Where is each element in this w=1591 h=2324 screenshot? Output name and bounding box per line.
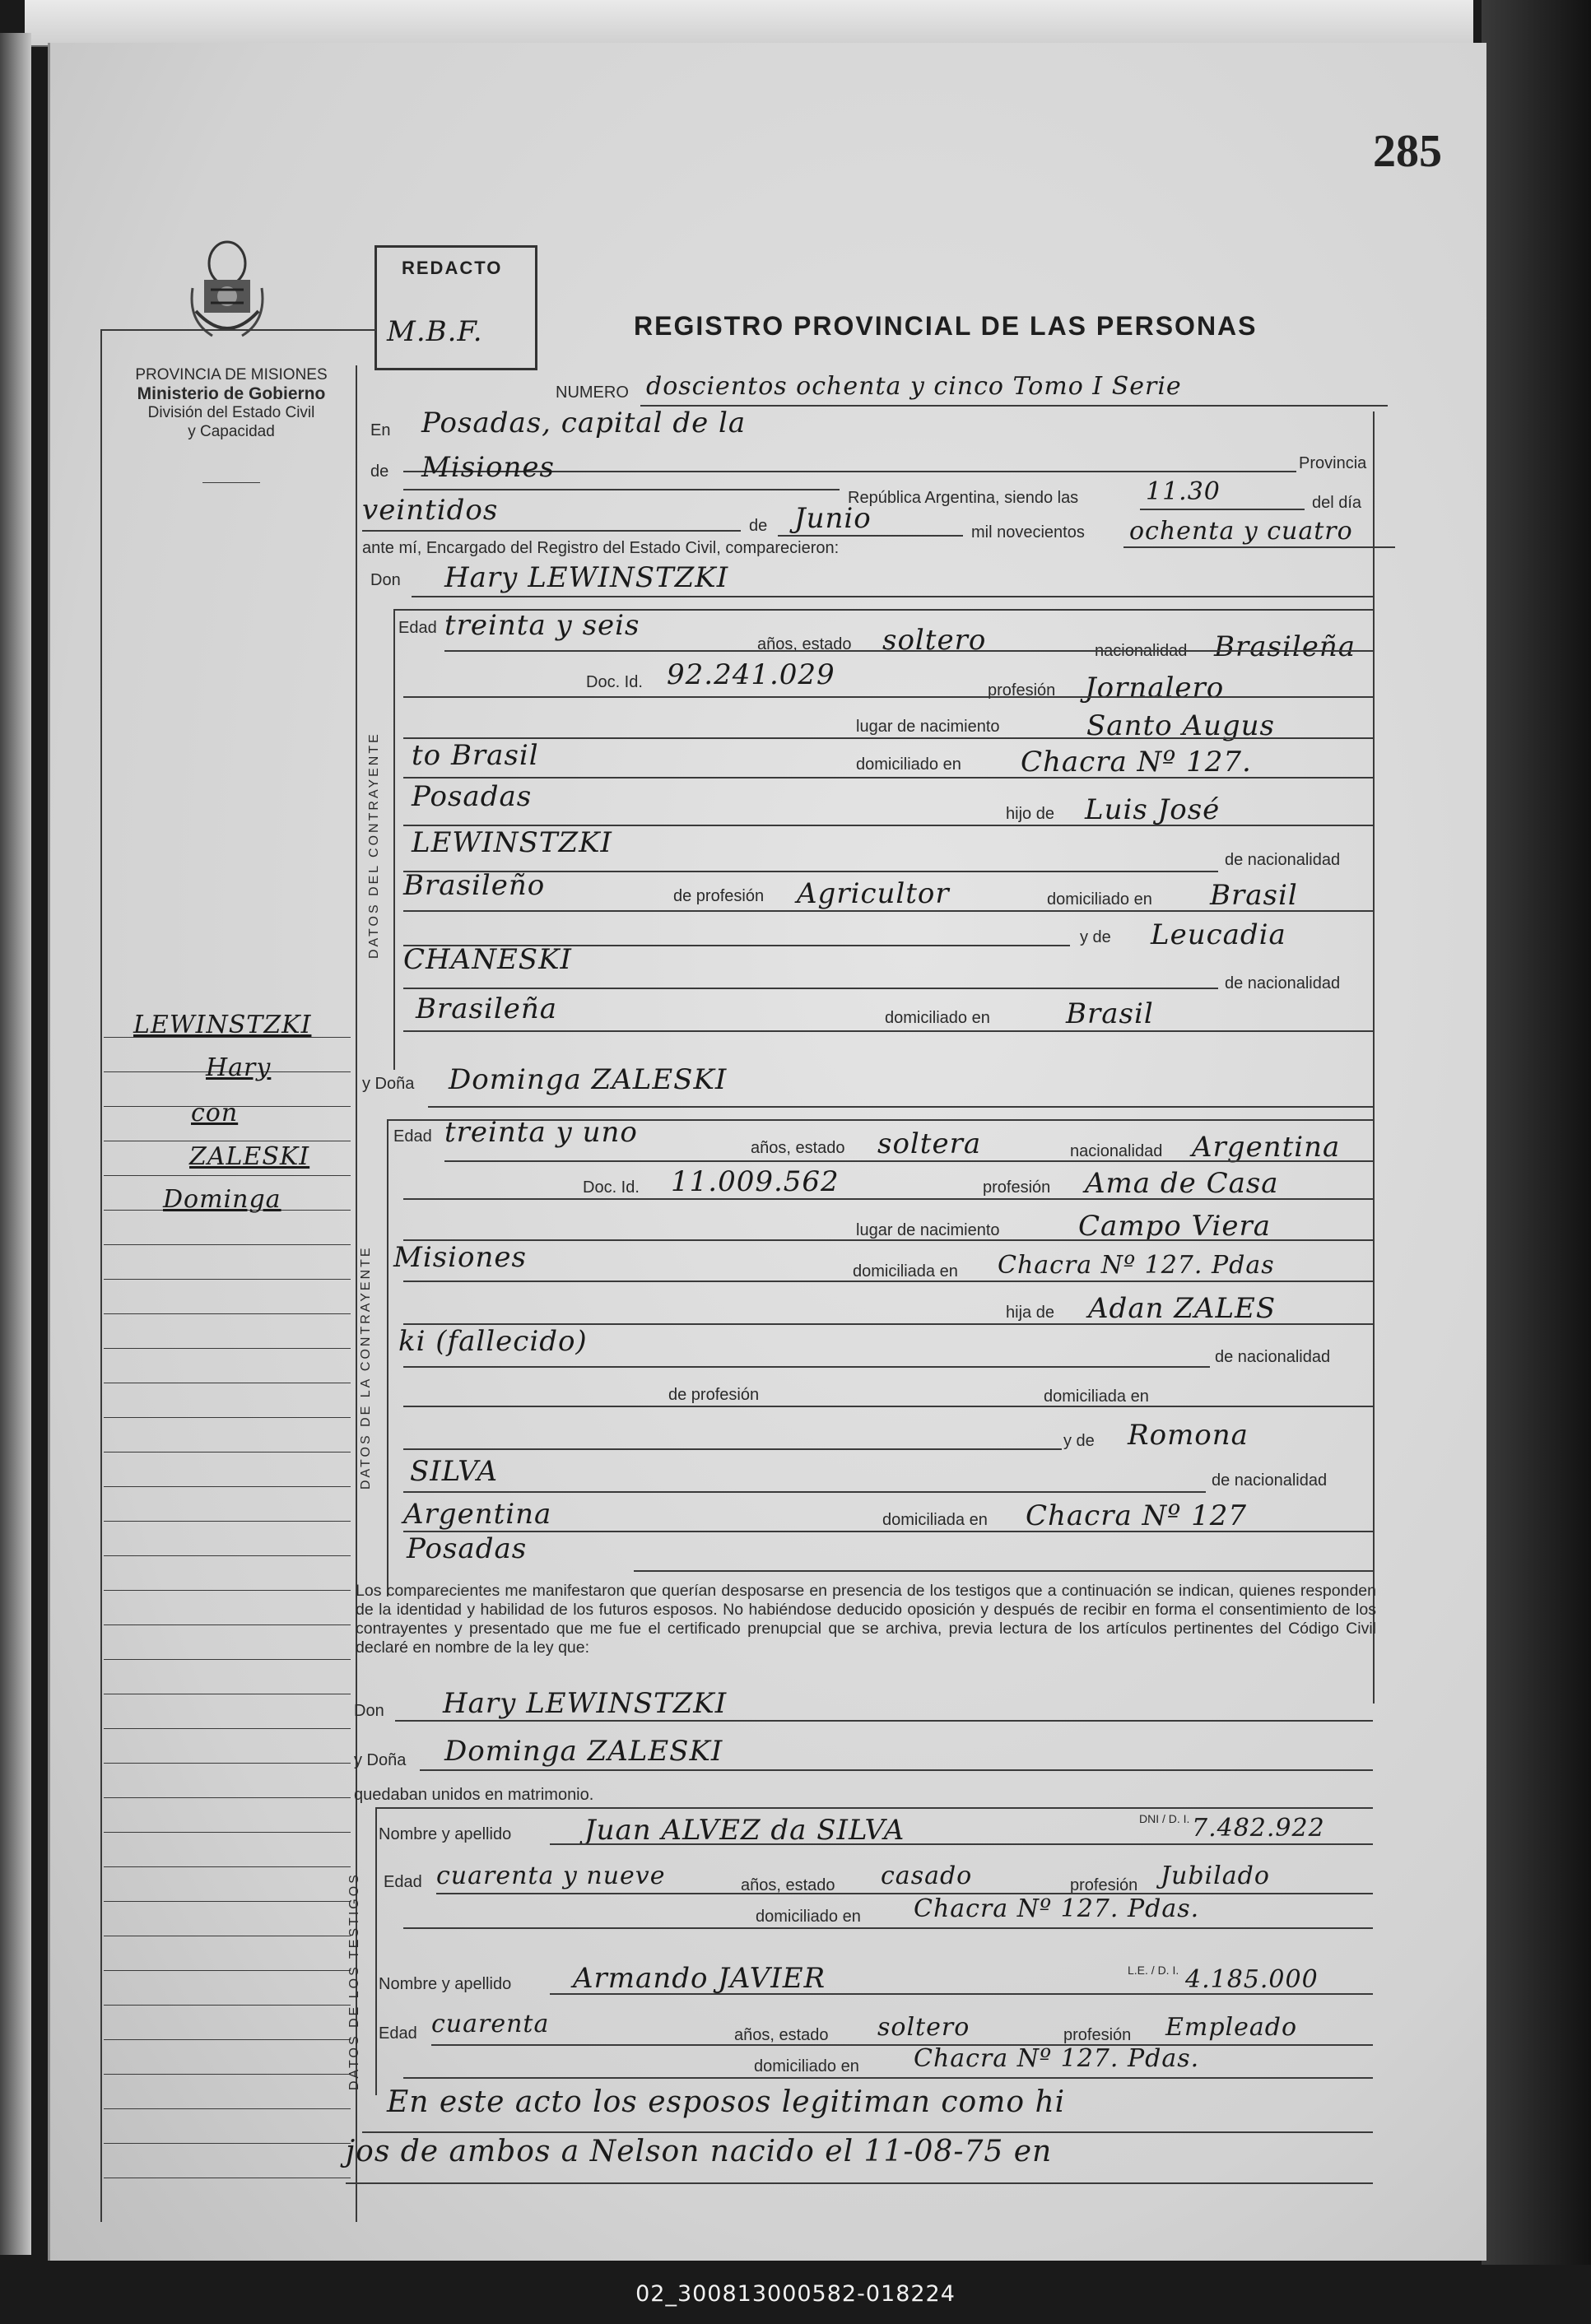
bride-mother-a: Romona	[1128, 1419, 1249, 1452]
book-top-edge	[25, 0, 1473, 47]
margin-ruled-line	[104, 2108, 351, 2109]
bride-section-border	[387, 1119, 388, 1597]
bride-father-prof-label: de profesión	[668, 1386, 760, 1404]
groom-father-prof: Agricultor	[797, 877, 950, 910]
bride-mother-b: SILVA	[410, 1455, 499, 1488]
margin-ruled-line	[104, 2005, 351, 2006]
margin-connector: con	[191, 1099, 239, 1127]
t1-anios-label: años, estado	[741, 1876, 835, 1894]
groom-father-prof-label: de profesión	[673, 887, 765, 905]
del-dia-label: del día	[1312, 494, 1362, 512]
t2-nombre: Armando JAVIER	[573, 1962, 826, 1995]
bride-doc-line	[403, 1198, 1373, 1200]
bride-father-prof-line	[403, 1406, 1373, 1407]
groom-domicilio-b: Posadas	[412, 780, 533, 813]
groom-domicilio-a: Chacra Nº 127.	[1021, 746, 1252, 779]
bride-edad: treinta y uno	[444, 1116, 638, 1149]
groom-hijo-label: hijo de	[1006, 805, 1054, 823]
bride-mother-dom-b: Posadas	[407, 1532, 528, 1565]
bride-doc: 11.009.562	[671, 1165, 840, 1198]
ministry-name: Ministerio de Gobierno	[137, 384, 326, 403]
t1-doc-type: DNI / D. I.	[1139, 1812, 1190, 1825]
t2-doc-type: L.E. / D. I.	[1128, 1964, 1179, 1977]
groom-lugar-label: lugar de nacimiento	[856, 718, 1000, 736]
groom-name-line	[412, 596, 1373, 597]
bride-dom-label: domiciliada en	[853, 1262, 958, 1281]
ministry-underline	[202, 482, 260, 483]
bride-edad-label: Edad	[393, 1127, 432, 1146]
groom-nacionalidad: Brasileña	[1214, 630, 1356, 663]
bride-profesion: Ama de Casa	[1085, 1167, 1279, 1200]
annotation-line-2-rule	[346, 2182, 1373, 2184]
margin-ruled-line	[104, 1313, 351, 1314]
numero-label: NUMERO	[556, 383, 629, 402]
bride-father-nac-label: de nacionalidad	[1215, 1348, 1331, 1366]
t2-anios-label: años, estado	[734, 2026, 829, 2044]
bride-anios-label: años, estado	[751, 1139, 845, 1157]
bride-father-line	[403, 1366, 1210, 1368]
groom-doc: 92.241.029	[667, 658, 835, 691]
declaration-text: Los comparecientes me manifestaron que querían desposarse en presencia de los testigos que a continuación se indican, quienes responden de la identidad y habilidad de los futuros esposos. No habiéndose deducido oposición y después de recibir en forma el consentimiento de los contrayentes y presentado que me fue el certificado prenupcial que se archiva, previa lectura de los artículos pertinentes del Código Civil declaré en nombre de la ley que:	[356, 1582, 1376, 1657]
margin-ruled-line	[104, 1348, 351, 1349]
don-label: Don	[370, 571, 401, 589]
bride-lugar-b: Misiones	[393, 1241, 527, 1274]
decl-quedaban: quedaban unidos en matrimonio.	[354, 1786, 594, 1804]
bride-edad-line	[444, 1160, 1373, 1162]
bride-dom-line	[403, 1281, 1373, 1282]
frame-top-left	[100, 329, 376, 331]
t1-dom-label: domiciliado en	[756, 1908, 861, 1926]
groom-mother-nac-label: de nacionalidad	[1225, 974, 1341, 992]
t1-prof-label: profesión	[1070, 1876, 1138, 1894]
annotation-line-1: En este acto los esposos legitiman como hi	[387, 2085, 1066, 2119]
t1-doc: 7.482.922	[1192, 1814, 1325, 1843]
t1-estado: casado	[881, 1862, 973, 1890]
redacto-box	[374, 245, 537, 370]
t2-prof-label: profesión	[1063, 2026, 1132, 2044]
left-column-border	[100, 329, 102, 2222]
bride-mother-nac: Argentina	[403, 1498, 552, 1531]
groom-father-prof-line	[403, 910, 1373, 912]
decl-don-value: Hary LEWINSTZKI	[443, 1687, 728, 1720]
hora-line	[1140, 509, 1305, 510]
groom-name: Hary LEWINSTZKI	[444, 561, 729, 594]
margin-ruled-line	[104, 1417, 351, 1418]
margin-ruled-line	[104, 2143, 351, 2144]
groom-profesion: Jornalero	[1085, 672, 1225, 704]
groom-lugar-b: to Brasil	[412, 739, 539, 772]
margin-ruled-line	[104, 1279, 351, 1280]
redacto-initials: M.B.F.	[387, 315, 483, 348]
groom-father-nac-label: de nacionalidad	[1225, 851, 1341, 869]
groom-nac-label: nacionalidad	[1095, 642, 1188, 660]
groom-mother-a: Leucadia	[1151, 918, 1286, 951]
t2-nombre-line	[550, 1993, 1373, 1995]
groom-mother-dom-line	[403, 1030, 1373, 1032]
t1-domicilio: Chacra Nº 127. Pdas.	[914, 1894, 1200, 1923]
margin-ruled-line	[104, 2039, 351, 2040]
anio-value: ochenta y cuatro	[1129, 517, 1353, 546]
t2-edad-line	[431, 2044, 1373, 2046]
margin-ruled-line	[104, 1555, 351, 1556]
bride-mother-dom-label: domiciliada en	[882, 1511, 988, 1529]
hora-value: 11.30	[1146, 477, 1221, 506]
bride-mother-dom-a: Chacra Nº 127	[1026, 1499, 1247, 1532]
bride-father-a: Adan ZALES	[1088, 1292, 1277, 1325]
t2-nombre-label: Nombre y apellido	[379, 1975, 512, 1993]
margin-ruled-line	[104, 1486, 351, 1487]
t1-profesion: Jubilado	[1161, 1862, 1270, 1890]
bride-nacionalidad: Argentina	[1192, 1131, 1341, 1164]
ministry-division: División del Estado Civil	[147, 404, 315, 421]
dia-line	[362, 530, 741, 532]
groom-dom-line	[403, 777, 1373, 779]
groom-father-a: Luis José	[1085, 793, 1221, 826]
t2-edad-label: Edad	[379, 2024, 417, 2043]
margin-name-bride: Dominga	[163, 1185, 281, 1214]
de-line	[403, 489, 840, 490]
testigos-section-border	[375, 1807, 377, 2095]
numero-line	[640, 405, 1388, 407]
groom-father-dom-label: domiciliado en	[1047, 890, 1152, 909]
groom-anios-label: años, estado	[757, 635, 852, 653]
groom-edad-line	[444, 650, 1373, 652]
testigos-section-top	[375, 1807, 1373, 1809]
margin-ruled-line	[104, 1763, 351, 1764]
groom-edad: treinta y seis	[444, 609, 640, 642]
t1-nombre-line	[550, 1843, 1373, 1845]
ante-label: ante mí, Encargado del Registro del Estado Civil, comparecieron:	[362, 539, 840, 557]
bride-domicilio: Chacra Nº 127. Pdas	[998, 1251, 1275, 1280]
page-binding-edge	[0, 33, 31, 2255]
ministry-province: PROVINCIA DE MISIONES	[135, 366, 328, 383]
decl-dona-line	[420, 1769, 1373, 1771]
groom-section-border	[393, 609, 395, 1070]
en-value: Posadas, capital de la	[421, 407, 747, 439]
groom-dom-label: domiciliado en	[856, 755, 961, 774]
decl-don-line	[395, 1720, 1373, 1722]
margin-ruled-line	[104, 1797, 351, 1798]
de-label: de	[370, 462, 389, 481]
bride-y-de-label: y de	[1063, 1432, 1095, 1450]
dona-label: y Doña	[362, 1075, 415, 1093]
dia-value: veintidos	[362, 494, 499, 527]
margin-ruled-line	[104, 1832, 351, 1833]
testigos-section-label: DATOS DE LOS TESTIGOS	[347, 1872, 361, 2090]
document-title: REGISTRO PROVINCIAL DE LAS PERSONAS	[634, 311, 1258, 341]
groom-section-label: DATOS DEL CONTRAYENTE	[367, 732, 381, 959]
margin-ruled-line	[104, 1590, 351, 1591]
bride-lugar-label: lugar de nacimiento	[856, 1221, 1000, 1239]
groom-mother-b: CHANESKI	[403, 943, 572, 976]
page-number: 285	[1373, 126, 1442, 177]
margin-ruled-line	[104, 1244, 351, 1245]
margin-surname-bride: ZALESKI	[189, 1142, 310, 1171]
mes-value: Junio	[794, 502, 872, 535]
margin-ruled-line	[104, 2074, 351, 2075]
t2-edad: cuarenta	[431, 2010, 550, 2038]
de2-label: de	[749, 517, 768, 535]
groom-mother-dom: Brasil	[1066, 997, 1154, 1030]
bride-prof-label: profesión	[983, 1178, 1051, 1197]
t1-nombre-label: Nombre y apellido	[379, 1825, 512, 1843]
bride-doc-label: Doc. Id.	[583, 1178, 640, 1197]
bride-estado: soltera	[877, 1127, 982, 1160]
provincia-label: Provincia	[1299, 454, 1367, 472]
bride-name-line	[428, 1106, 1373, 1108]
groom-prof-label: profesión	[988, 681, 1056, 700]
t1-edad: cuarenta y nueve	[436, 1862, 666, 1890]
groom-y-de-label: y de	[1080, 928, 1111, 946]
mil-label: mil novecientos	[971, 523, 1085, 541]
redacto-label: REDACTO	[402, 258, 503, 278]
bride-section-label: DATOS DE LA CONTRAYENTE	[359, 1245, 373, 1490]
ministry-capacity: y Capacidad	[188, 423, 275, 440]
groom-father-dom: Brasil	[1210, 879, 1298, 912]
t2-domicilio: Chacra Nº 127. Pdas.	[914, 2044, 1200, 2073]
margin-surname-groom: LEWINSTZKI	[133, 1011, 312, 1039]
bride-father-dom-label: domiciliada en	[1044, 1387, 1149, 1406]
t1-edad-line	[436, 1893, 1373, 1894]
bride-mother-line	[403, 1448, 1062, 1450]
margin-ruled-line	[104, 1866, 351, 1867]
decl-don-label: Don	[354, 1702, 384, 1720]
bride-lugar-line	[403, 1239, 1373, 1241]
groom-doc-line	[403, 696, 1373, 698]
t2-profesion: Empleado	[1165, 2013, 1298, 2042]
annotation-line-2: jos de ambos a Nelson nacido el 11-08-75 en	[346, 2135, 1053, 2168]
groom-father-nac: Brasileño	[403, 869, 546, 902]
book-cover-edge	[1482, 0, 1591, 2324]
margin-name-groom: Hary	[206, 1053, 272, 1082]
margin-ruled-line	[104, 1970, 351, 1971]
groom-lugar-line	[403, 737, 1373, 739]
groom-doc-label: Doc. Id.	[586, 673, 643, 691]
margin-ruled-line	[104, 1521, 351, 1522]
t2-dom-line	[403, 2077, 1373, 2079]
bride-nac-label: nacionalidad	[1070, 1142, 1163, 1160]
margin-ruled-line	[104, 1175, 351, 1176]
t1-dom-line	[403, 1927, 1373, 1929]
bride-mother-dom-b-line	[634, 1570, 1373, 1572]
numero-value: doscientos ochenta y cinco Tomo I Serie	[646, 372, 1182, 401]
groom-mother-b-line	[403, 988, 1218, 989]
mes-line	[778, 535, 963, 537]
groom-mother-dom-label: domiciliado en	[885, 1009, 990, 1027]
decl-dona-label: y Doña	[354, 1751, 407, 1769]
t1-edad-label: Edad	[384, 1873, 422, 1891]
t2-doc: 4.185.000	[1185, 1965, 1319, 1994]
ministry-block	[112, 365, 351, 441]
groom-mother-nac: Brasileña	[416, 992, 557, 1025]
annotation-line-1-rule	[362, 2131, 1373, 2133]
bride-name: Dominga ZALESKI	[449, 1063, 728, 1096]
t2-estado: soltero	[877, 2013, 970, 2042]
image-caption: 02_300813000582-018224	[0, 2265, 1591, 2324]
margin-ruled-line	[104, 1728, 351, 1729]
bride-mother-b-line	[403, 1491, 1206, 1493]
groom-lugar-a: Santo Augus	[1086, 709, 1275, 742]
decl-dona-value: Dominga ZALESKI	[444, 1735, 723, 1768]
t2-dom-label: domiciliado en	[754, 2057, 859, 2075]
right-form-border	[1373, 411, 1375, 1703]
bride-mother-dom-line	[403, 1531, 1373, 1532]
groom-edad-label: Edad	[398, 619, 437, 637]
en-label: En	[370, 421, 391, 439]
margin-ruled-line	[104, 1624, 351, 1625]
bride-mother-nac-label: de nacionalidad	[1212, 1471, 1328, 1490]
bride-father-b: ki (fallecido)	[398, 1325, 588, 1358]
bride-hija-label: hija de	[1006, 1304, 1054, 1322]
republica-label: República Argentina, siendo las	[848, 489, 1079, 507]
groom-estado: soltero	[882, 624, 987, 657]
t1-nombre: Juan ALVEZ da SILVA	[584, 1814, 905, 1847]
margin-ruled-line	[104, 1901, 351, 1902]
anio-line	[1123, 546, 1395, 548]
margin-ruled-line	[104, 1659, 351, 1660]
de-value: Misiones	[421, 451, 555, 484]
bride-lugar: Campo Viera	[1078, 1210, 1272, 1243]
groom-father-b: LEWINSTZKI	[412, 826, 612, 859]
